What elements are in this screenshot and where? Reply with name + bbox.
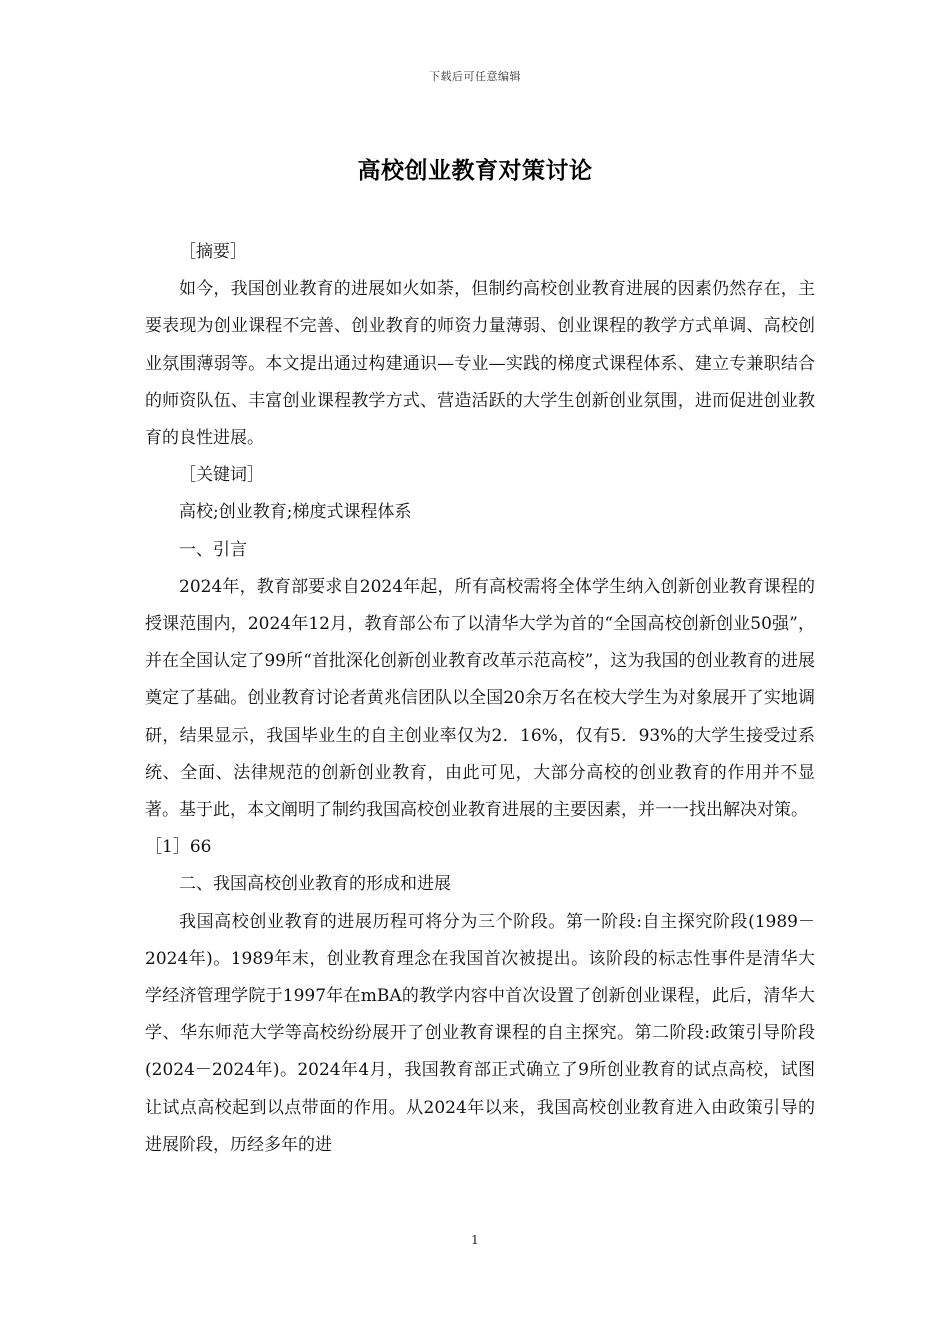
page-number: 1 xyxy=(471,1233,479,1247)
header-note: 下载后可任意编辑 xyxy=(429,70,521,83)
keywords-paragraph: 高校;创业教育;梯度式课程体系 xyxy=(179,502,412,523)
abstract-paragraph: 如今，我国创业教育的进展如火如荼，但制约高校创业教育进展的因素仍然存在，主要表现为创业课程不完善、创业教育的师资力量薄弱、创业课程的教学方式单调、高校创业氛围薄弱等。本文提出通过构建通识—专业—实践的梯度式课程体系、建立专兼职结合的师资队伍、丰富创业课程教学方式、营造活跃的大学生创新创业氛围，进而促进创业教育的良性进展。 xyxy=(145,279,815,449)
section1-heading: 一、引言 xyxy=(179,539,247,560)
document-body xyxy=(145,234,815,1164)
document-title: 高校创业教育对策讨论 xyxy=(357,157,593,184)
section2-paragraph: 我国高校创业教育的进展历程可将分为三个阶段。第一阶段:自主探究阶段(1989－2024年)。1989年末，创业教育理念在我国首次被提出。该阶段的标志性事件是清华大学经济管理学院于1997年在mBA的教学内容中首次设置了创新创业课程，此后，清华大学、华东师范大学等高校纷纷展开了创业教育课程的自主探究。第二阶段:政策引导阶段(2024－2024年)。2024年4月，我国教育部正式确立了9所创业教育的试点高校，试图让试点高校起到以点带面的作用。从2024年以来，我国高校创业教育进入由政策引导的进展阶段，历经多年的进 xyxy=(145,911,815,1155)
section1-paragraph: 2024年，教育部要求自2024年起，所有高校需将全体学生纳入创新创业教育课程的授课范围内，2024年12月，教育部公布了以清华大学为首的“全国高校创新创业50强”，并在全国认定了99所“首批深化创新创业教育改革示范高校”，这为我国的创业教育的进展奠定了基础。创业教育讨论者黄兆信团队以全国20余万名在校大学生为对象展开了实地调研，结果显示，我国毕业生的自主创业率仅为2．16%，仅有5．93%的大学生接受过系统、全面、法律规范的创新创业教育，由此可见，大部分高校的创业教育的作用并不显著。基于此，本文阐明了制约我国高校创业教育进展的主要因素，并一一找出解决对策。 xyxy=(145,576,815,821)
section1-citation: ［1］66 xyxy=(145,837,212,858)
abstract-heading: ［摘要］ xyxy=(179,242,247,262)
section2-heading: 二、我国高校创业教育的形成和进展 xyxy=(179,874,451,895)
keywords-heading: ［关键词］ xyxy=(179,465,264,486)
